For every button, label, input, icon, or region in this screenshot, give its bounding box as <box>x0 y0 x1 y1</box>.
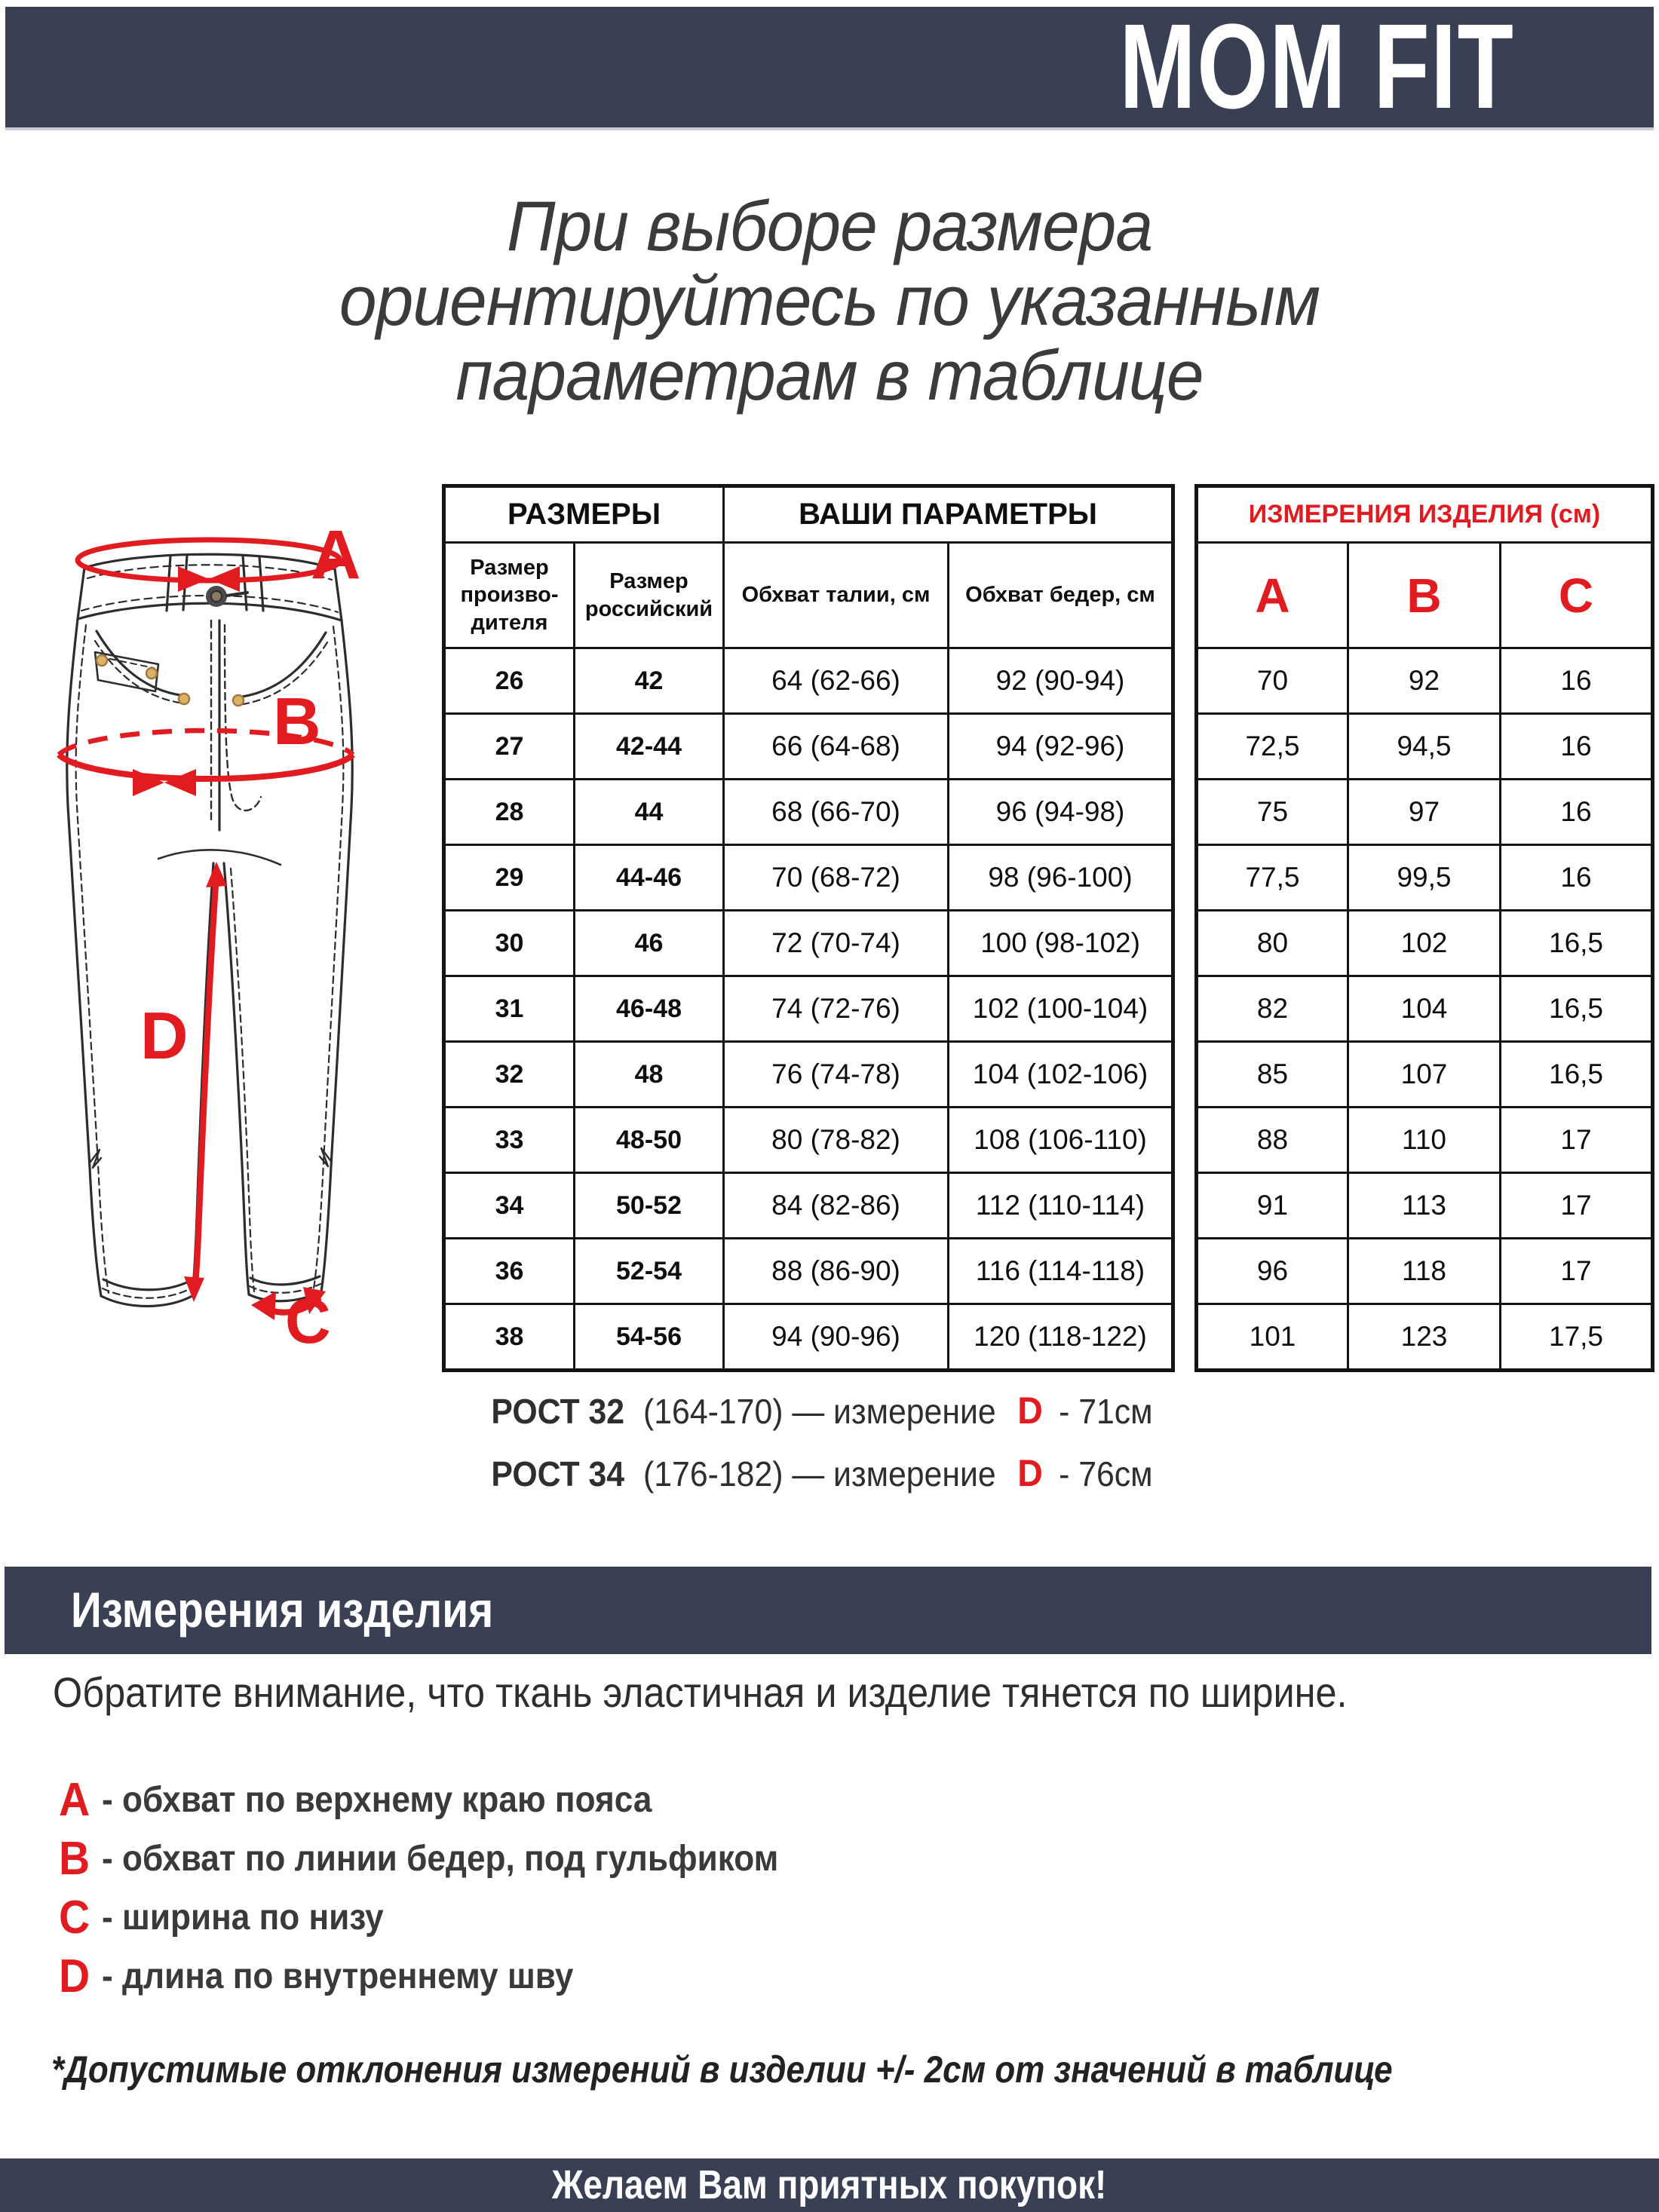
table-cell: 123 <box>1348 1304 1501 1371</box>
table-row <box>444 1173 1173 1239</box>
table-cell: 108 (106-110) <box>949 1108 1173 1173</box>
col-header-c: C <box>1501 543 1653 648</box>
table-row <box>1197 648 1653 714</box>
table-row <box>1197 1042 1653 1108</box>
table-cell: 88 <box>1197 1108 1348 1173</box>
table-cell: 16,5 <box>1501 1042 1653 1108</box>
size-table-body <box>444 648 1173 1371</box>
table-cell: 44 <box>575 780 724 845</box>
brand-bar <box>5 0 1654 133</box>
diagram-label-c: C <box>285 1285 331 1350</box>
legend-text: - длина по внутреннему шву <box>102 1956 574 1996</box>
height-notes <box>422 1389 1222 1514</box>
table-cell: 30 <box>444 911 575 976</box>
measure-legend <box>59 1770 778 2005</box>
table-cell: 17 <box>1501 1108 1653 1173</box>
table-cell: 72 (70-74) <box>724 911 949 976</box>
table-cell: 38 <box>444 1304 575 1371</box>
section-bar <box>5 1567 1651 1654</box>
table-cell: 112 (110-114) <box>949 1173 1173 1239</box>
table-cell: 74 (72-76) <box>724 976 949 1042</box>
table-row <box>444 1108 1173 1173</box>
table-cell: 96 <box>1197 1239 1348 1304</box>
intro-line: параметрам в таблице <box>455 335 1204 415</box>
product-measurements-table <box>1194 484 1654 1372</box>
intro-heading <box>41 186 1618 415</box>
legend-item-c <box>59 1888 778 1947</box>
product-table-title: ИЗМЕРЕНИЯ ИЗДЕЛИЯ (см) <box>1197 486 1653 543</box>
table-cell: 91 <box>1197 1173 1348 1239</box>
table-cell: 36 <box>444 1239 575 1304</box>
table-cell: 113 <box>1348 1173 1501 1239</box>
legend-letter: C <box>59 1891 90 1944</box>
col-header-manufacturer-size: Размер произво-дителя <box>444 543 575 648</box>
tolerance-footnote: *Допустимые отклонения измерений в изделии +/- 2см от значений в таблице <box>51 2048 1393 2091</box>
table-cell: 116 (114-118) <box>949 1239 1173 1304</box>
table-cell: 110 <box>1348 1108 1501 1173</box>
diagram-label-d: D <box>140 998 189 1073</box>
table-cell: 92 (90-94) <box>949 648 1173 714</box>
table-cell: 68 (66-70) <box>724 780 949 845</box>
height-note-32: РОСТ 32 (164-170) — измерение D - 71см <box>491 1389 1153 1432</box>
height-note-34: РОСТ 34 (176-182) — измерение D - 76см <box>491 1452 1153 1494</box>
table-cell: 66 (64-68) <box>724 714 949 780</box>
table-cell: 16 <box>1501 714 1653 780</box>
table-cell: 48-50 <box>575 1108 724 1173</box>
table-cell: 26 <box>444 648 575 714</box>
table-cell: 99,5 <box>1348 845 1501 911</box>
col-header-waist: Обхват талии, см <box>724 543 949 648</box>
table-cell: 84 (82-86) <box>724 1173 949 1239</box>
footer-bar <box>0 2158 1659 2212</box>
table-cell: 42 <box>575 648 724 714</box>
stretch-note: Обратите внимание, что ткань эластичная и изделие тянется по ширине. <box>53 1668 1348 1716</box>
table-cell: 100 (98-102) <box>949 911 1173 976</box>
table-cell: 17 <box>1501 1173 1653 1239</box>
table-cell: 94 (92-96) <box>949 714 1173 780</box>
table-row <box>1197 1108 1653 1173</box>
table-cell: 107 <box>1348 1042 1501 1108</box>
table-cell: 75 <box>1197 780 1348 845</box>
table-cell: 118 <box>1348 1239 1501 1304</box>
table-row <box>1197 1239 1653 1304</box>
table-row <box>444 1304 1173 1371</box>
table-cell: 44-46 <box>575 845 724 911</box>
legend-text: - ширина по низу <box>102 1897 384 1938</box>
diagram-label-b: B <box>273 684 321 758</box>
table-cell: 16,5 <box>1501 911 1653 976</box>
table-cell: 82 <box>1197 976 1348 1042</box>
table-cell: 102 <box>1348 911 1501 976</box>
table-row <box>444 1239 1173 1304</box>
table-cell: 33 <box>444 1108 575 1173</box>
footer-message: Желаем Вам приятных покупок! <box>552 2162 1107 2207</box>
diagram-label-a: A <box>311 516 361 593</box>
jeans-diagram <box>30 504 392 1350</box>
table-cell: 70 (68-72) <box>724 845 949 911</box>
table-cell: 72,5 <box>1197 714 1348 780</box>
table-row <box>444 845 1173 911</box>
table-cell: 102 (100-104) <box>949 976 1173 1042</box>
table-row <box>1197 714 1653 780</box>
table-row <box>444 911 1173 976</box>
table-row <box>1197 911 1653 976</box>
table-cell: 64 (62-66) <box>724 648 949 714</box>
table-cell: 77,5 <box>1197 845 1348 911</box>
table-cell: 104 <box>1348 976 1501 1042</box>
size-group-header: РАЗМЕРЫ <box>444 486 724 543</box>
table-cell: 17 <box>1501 1239 1653 1304</box>
table-cell: 46-48 <box>575 976 724 1042</box>
table-cell: 80 <box>1197 911 1348 976</box>
table-cell: 16 <box>1501 648 1653 714</box>
legend-letter: B <box>59 1832 90 1885</box>
table-cell: 16 <box>1501 780 1653 845</box>
table-cell: 96 (94-98) <box>949 780 1173 845</box>
table-cell: 76 (74-78) <box>724 1042 949 1108</box>
table-row <box>444 780 1173 845</box>
table-cell: 31 <box>444 976 575 1042</box>
table-cell: 34 <box>444 1173 575 1239</box>
intro-line: При выборе размера <box>506 186 1153 265</box>
section-bar-title: Измерения изделия <box>71 1582 494 1638</box>
legend-text: - обхват по линии бедер, под гульфиком <box>102 1838 779 1879</box>
table-cell: 52-54 <box>575 1239 724 1304</box>
table-cell: 29 <box>444 845 575 911</box>
table-row <box>1197 1304 1653 1371</box>
table-row <box>1197 780 1653 845</box>
brand-title: MOM FIT <box>1119 0 1514 133</box>
product-table-body <box>1197 648 1653 1371</box>
table-cell: 85 <box>1197 1042 1348 1108</box>
intro-line: ориентируйтесь по указанным <box>339 261 1320 340</box>
table-row <box>444 714 1173 780</box>
table-cell: 101 <box>1197 1304 1348 1371</box>
table-cell: 48 <box>575 1042 724 1108</box>
legend-item-a <box>59 1770 778 1829</box>
table-row <box>444 648 1173 714</box>
table-row <box>444 1042 1173 1108</box>
table-cell: 92 <box>1348 648 1501 714</box>
col-header-a: A <box>1197 543 1348 648</box>
size-table <box>442 484 1175 1372</box>
table-cell: 50-52 <box>575 1173 724 1239</box>
legend-item-b <box>59 1829 778 1888</box>
table-row <box>1197 976 1653 1042</box>
table-cell: 94,5 <box>1348 714 1501 780</box>
table-cell: 16 <box>1501 845 1653 911</box>
table-cell: 98 (96-100) <box>949 845 1173 911</box>
table-cell: 32 <box>444 1042 575 1108</box>
legend-item-d <box>59 1947 778 2005</box>
table-cell: 80 (78-82) <box>724 1108 949 1173</box>
table-cell: 104 (102-106) <box>949 1042 1173 1108</box>
table-cell: 42-44 <box>575 714 724 780</box>
table-row <box>444 976 1173 1042</box>
table-cell: 120 (118-122) <box>949 1304 1173 1371</box>
table-cell: 97 <box>1348 780 1501 845</box>
table-cell: 54-56 <box>575 1304 724 1371</box>
table-row <box>1197 845 1653 911</box>
col-header-b: B <box>1348 543 1501 648</box>
table-cell: 94 (90-96) <box>724 1304 949 1371</box>
table-cell: 46 <box>575 911 724 976</box>
table-cell: 17,5 <box>1501 1304 1653 1371</box>
table-cell: 88 (86-90) <box>724 1239 949 1304</box>
table-row <box>1197 1173 1653 1239</box>
legend-letter: A <box>59 1773 90 1826</box>
table-cell: 16,5 <box>1501 976 1653 1042</box>
legend-letter: D <box>59 1950 90 2002</box>
legend-text: - обхват по верхнему краю пояса <box>102 1779 652 1820</box>
table-cell: 70 <box>1197 648 1348 714</box>
col-header-hips: Обхват бедер, см <box>949 543 1173 648</box>
col-header-russian-size: Размер российский <box>575 543 724 648</box>
table-cell: 27 <box>444 714 575 780</box>
params-group-header: ВАШИ ПАРАМЕТРЫ <box>724 486 1173 543</box>
table-cell: 28 <box>444 780 575 845</box>
